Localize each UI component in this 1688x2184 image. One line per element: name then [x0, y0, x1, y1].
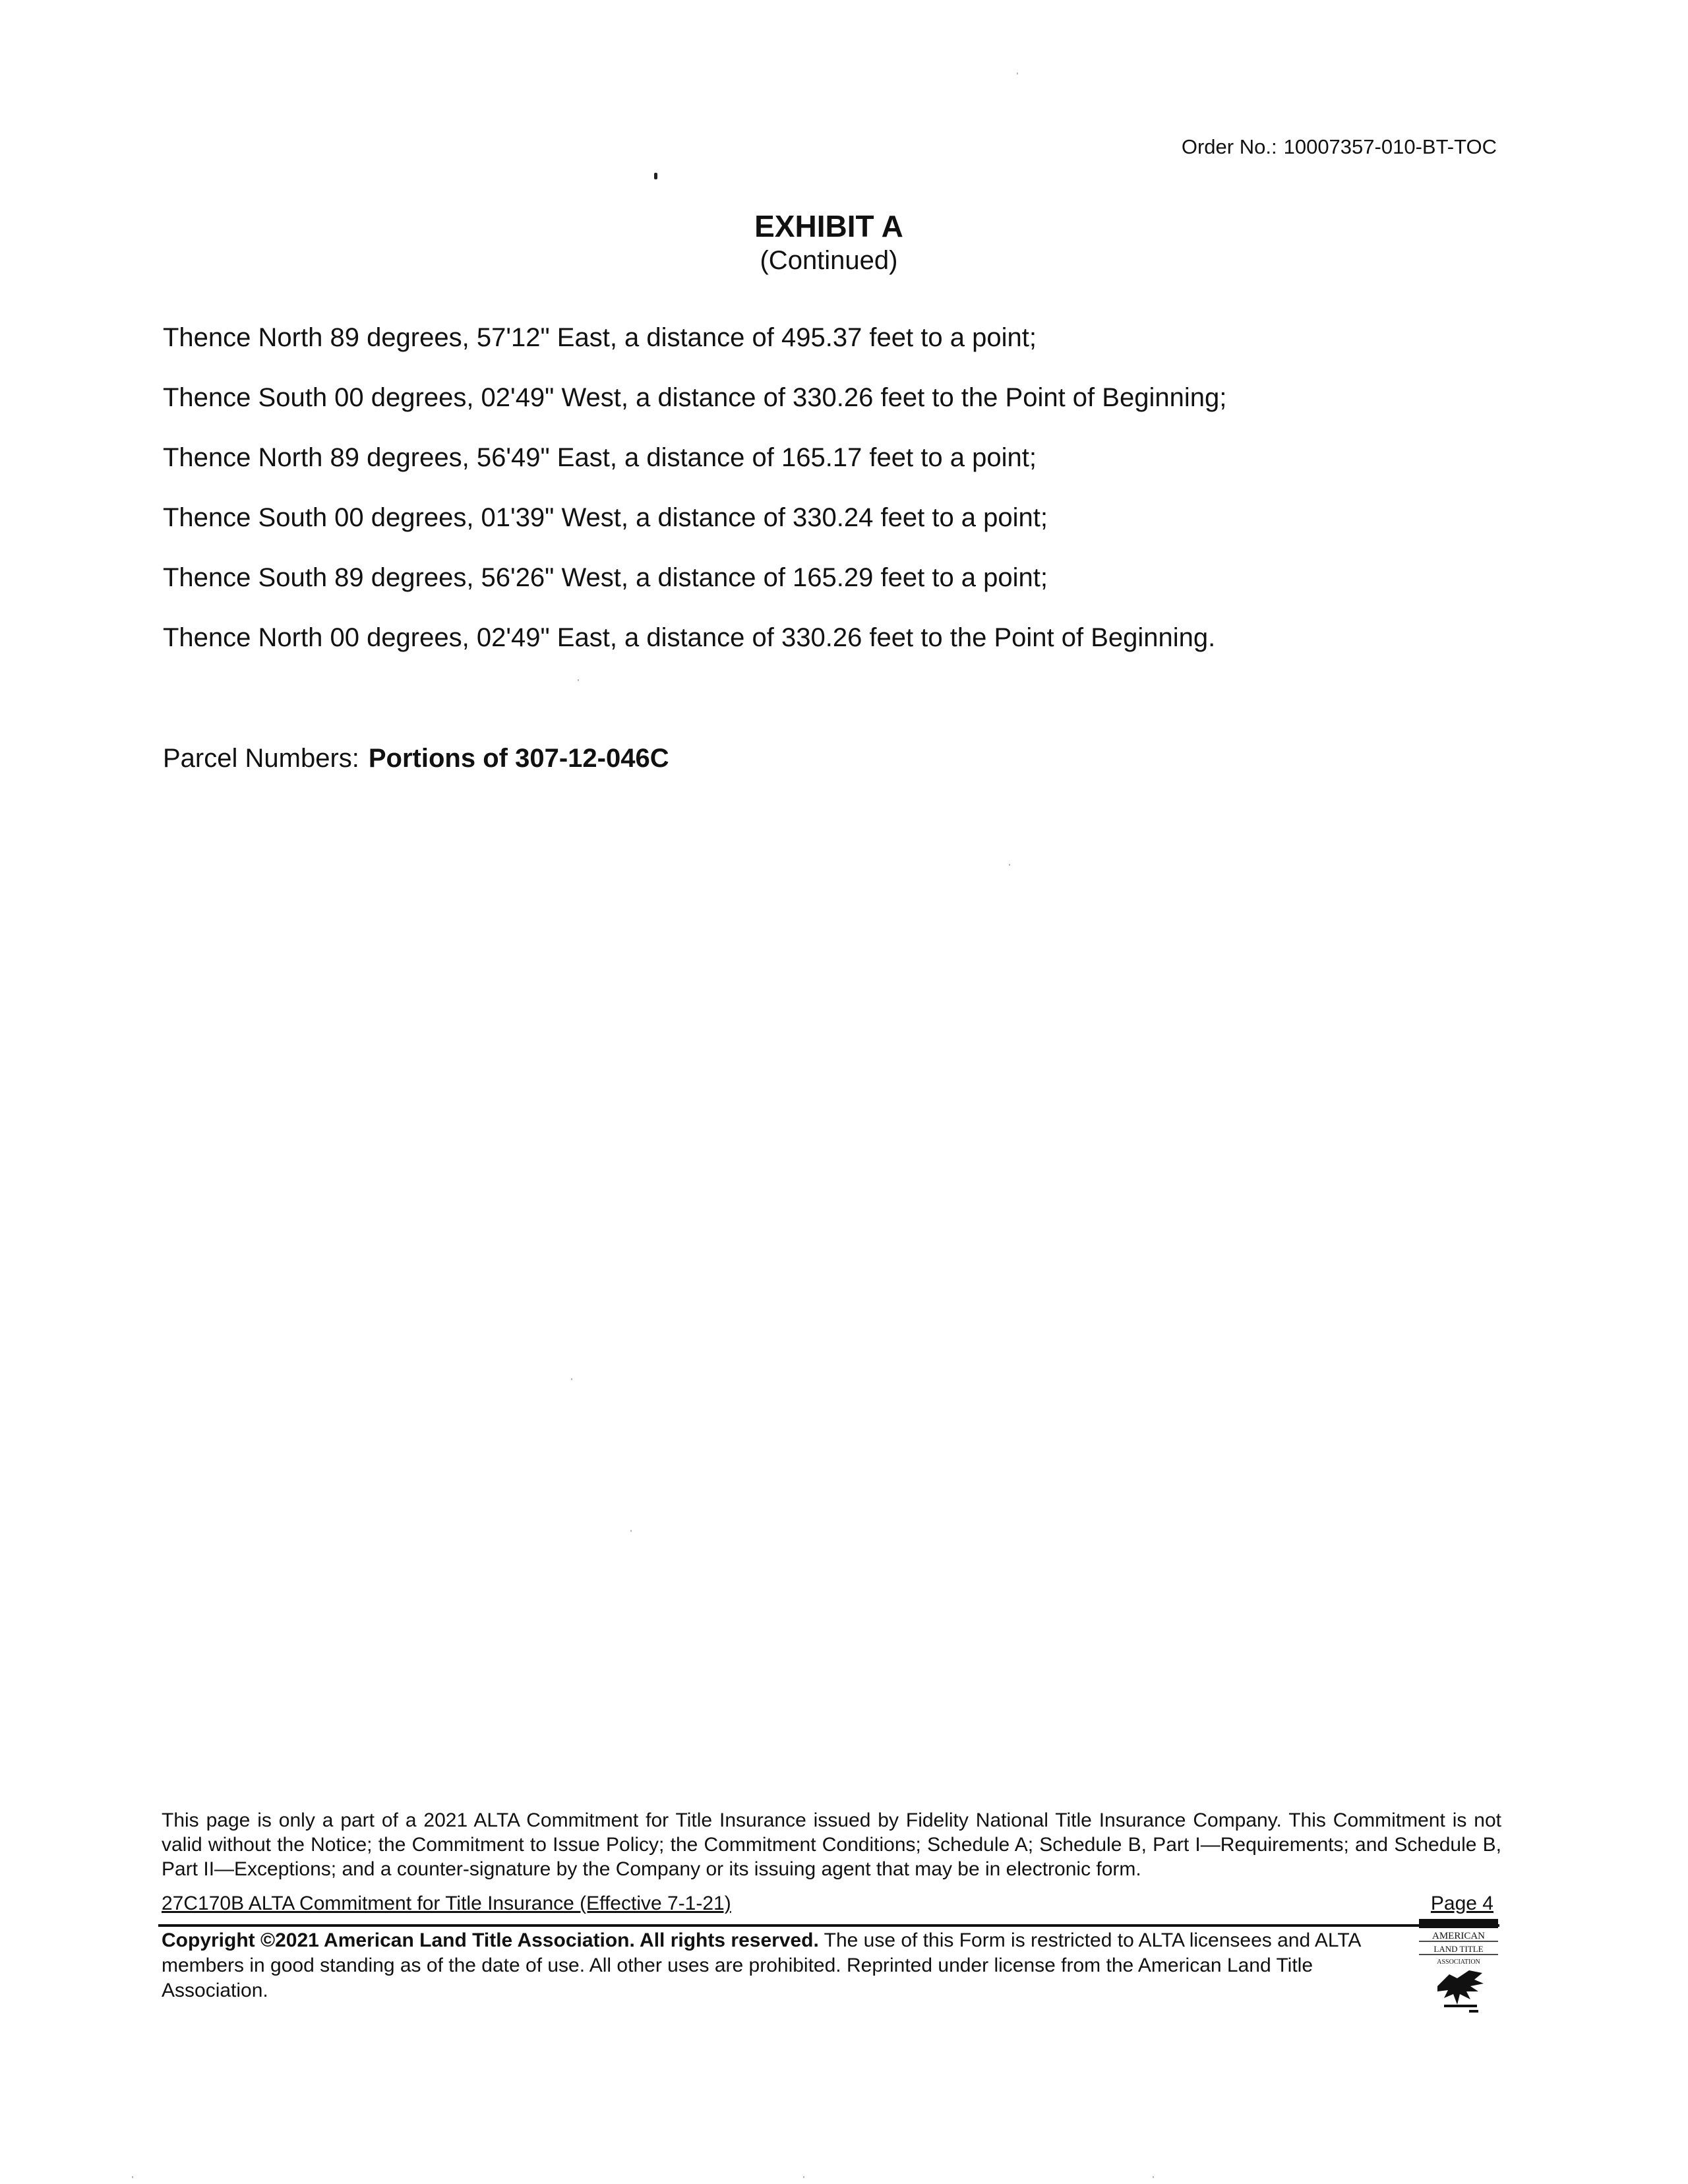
call-line: Thence North 89 degrees, 56'49" East, a distance of 165.17 feet to a point;: [163, 443, 1037, 472]
eagle-icon: [1437, 1970, 1484, 2013]
scan-speck: [132, 2176, 133, 2178]
svg-text:AMERICAN: AMERICAN: [1432, 1931, 1486, 1941]
order-number-value: 10007357-010-BT-TOC: [1283, 135, 1497, 158]
scan-speck: [571, 1378, 572, 1380]
copyright-notice: [162, 1928, 1388, 2003]
svg-text:LAND TITLE: LAND TITLE: [1433, 1944, 1484, 1954]
alta-logo-graphic: [1418, 1918, 1499, 2026]
page-number: Page 4: [1430, 1893, 1493, 1914]
call-line: Thence North 00 degrees, 02'49" East, a distance of 330.26 feet to the Point of Beginning.: [163, 623, 1216, 652]
call-line: Thence South 00 degrees, 02'49" West, a distance of 330.26 feet to the Point of Beginning;: [163, 383, 1227, 412]
parcel-numbers: [163, 744, 669, 774]
footer-rule: [158, 1924, 1499, 1927]
exhibit-title: EXHIBIT A: [754, 209, 903, 243]
order-number-header: [1182, 135, 1497, 159]
form-line: [162, 1893, 1501, 1916]
scan-speck: [578, 679, 579, 681]
alta-logo: [1418, 1918, 1499, 2026]
svg-text:ASSOCIATION: ASSOCIATION: [1437, 1958, 1480, 1966]
copyright-text: The use of this Form is restricted to ALTA licensees and ALTA members in good standing as of the date of use. All other uses are prohibited. Reprinted under license from the American Land Title Association.: [162, 1929, 1360, 2001]
copyright-bold: Copyright ©2021 American Land Title Association. All rights reserved.: [162, 1929, 819, 1951]
call-line: Thence South 00 degrees, 01'39" West, a distance of 330.24 feet to a point;: [163, 503, 1048, 532]
scan-speck: [803, 2176, 804, 2178]
scan-speck: [1017, 73, 1018, 75]
parcel-value: Portions of 307-12-046C: [368, 744, 669, 773]
scan-speck: [630, 1530, 632, 1532]
scan-speck: [1153, 2176, 1154, 2178]
order-number-label: Order No.:: [1181, 135, 1277, 158]
exhibit-subtitle: (Continued): [760, 246, 898, 275]
parcel-label: Parcel Numbers:: [163, 744, 359, 773]
call-line: Thence North 89 degrees, 57'12" East, a distance of 495.37 feet to a point;: [163, 323, 1037, 352]
scan-speck: [1009, 864, 1010, 866]
legal-description-calls: [163, 321, 1548, 681]
form-id: 27C170B ALTA Commitment for Title Insurance (Effective 7-1-21): [162, 1893, 731, 1914]
call-line: Thence South 89 degrees, 56'26" West, a distance of 165.29 feet to a point;: [163, 563, 1048, 592]
commitment-notice: This page is only a part of a 2021 ALTA Commitment for Title Insurance issued by Fidelity National Title Insurance Company. This Commitment is not valid without the Notice; the Commitment to Issue Policy; the Commitment Conditions; Schedule A; Schedule B, Part I—Requirements; and Schedule B, Part II—Exceptions; and a counter-signature by the Company or its issuing agent that may be in electronic form.: [162, 1809, 1501, 1880]
scan-mark: [654, 173, 657, 179]
